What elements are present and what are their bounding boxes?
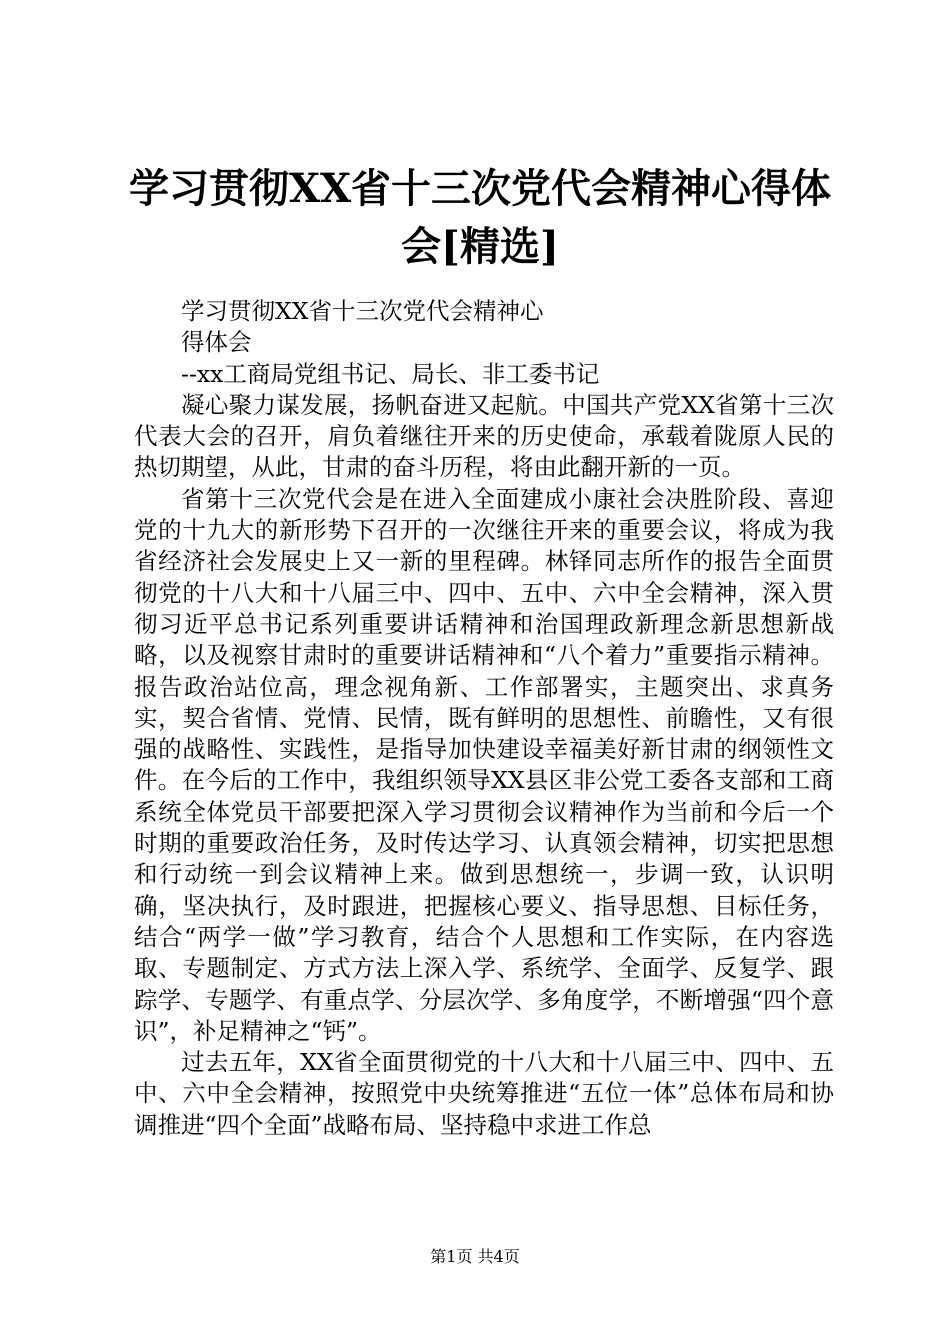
subtitle-line-1: 学习贯彻XX省十三次党代会精神心 <box>181 297 544 325</box>
document-body <box>134 296 834 1141</box>
page-footer: 第1页 共4页 <box>430 1247 520 1266</box>
document-title: 学习贯彻XX省十三次党代会精神心得体会[精选] <box>128 165 832 270</box>
subtitle-line-2: 得体会 <box>181 328 252 357</box>
author-line: --xx工商局党组书记、局长、非工委书记 <box>181 359 600 388</box>
paragraph-1: 凝心聚力谋发展，扬帆奋进又起航。中国共产党XX省第十三次代表大会的召开，肩负着继往开来的历史使命，承载着陇原人民的热切期望，从此，甘肃的奋斗历程，将由此翻开新的一页。 <box>134 390 834 482</box>
paragraph-3: 过去五年，XX省全面贯彻党的十八大和十八届三中、四中、五中、六中全会精神，按照党中央统筹推进“五位一体”总体布局和协调推进“四个全面”战略布局、坚持稳中求进工作总 <box>134 1048 834 1139</box>
paragraph-2: 省第十三次党代会是在进入全面建成小康社会决胜阶段、喜迎党的十九大的新形势下召开的一次继往开来的重要会议，将成为我省经济社会发展史上又一新的里程碑。林铎同志所作的报告全面贯彻党的十八大和十八届三中、四中、五中、六中全会精神，深入贯彻习近平总书记系列重要讲话精神和治国理政新理念新思想新战略，以及视察甘肃时的重要讲话精神和“八个着力”重要指示精神。报告政治站位高，理念视角新、工作部署实，主题突出、求真务实，契合省情、党情、民情，既有鲜明的思想性、前瞻性，又有很强的战略性、实践性，是指导加快建设幸福美好新甘肃的纲领性文件。在今后的工作中，我组织领导XX县区非公党工委各支部和工商系统全体党员干部要把深入学习贯彻会议精神作为当前和今后一个时期的重要政治任务，及时传达学习、认真领会精神，切实把思想和行动统一到会议精神上来。做到思想统一，步调一致，认识明确，坚决执行，及时跟进，把握核心要义、指导思想、目标任务，结合“两学一做”学习教育，结合个人思想和工作实际，在内容选取、专题制定、方式方法上深入学、系统学、全面学、反复学、跟踪学、专题学、有重点学、分层次学、多角度学，不断增强“四个意识”，补足精神之“钙”。 <box>134 484 834 1045</box>
